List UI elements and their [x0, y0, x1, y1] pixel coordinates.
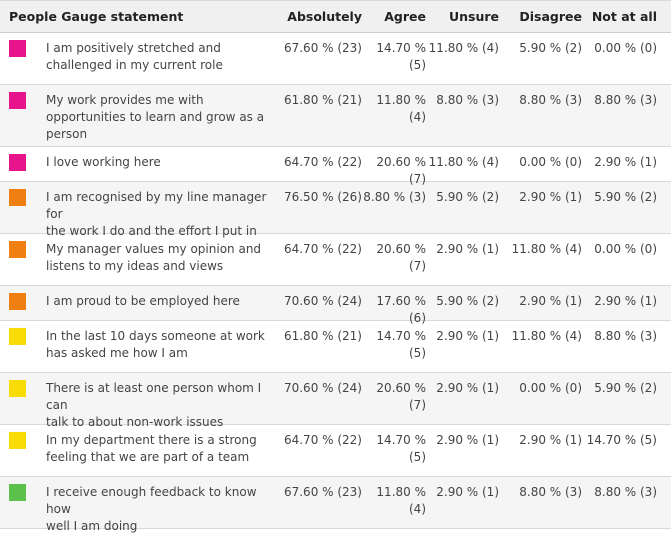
statement-line: I love working here	[46, 155, 161, 169]
table-row	[0, 182, 671, 238]
value-disagree: 2.90 % (1)	[519, 433, 582, 447]
statement-text	[26, 189, 278, 240]
statement-line: opportunities to learn and grow as a	[46, 110, 265, 124]
statement-cell	[0, 380, 278, 429]
statement-text	[26, 40, 223, 74]
value-absolutely: 70.60 % (24)	[283, 294, 362, 308]
table-row	[0, 286, 671, 325]
value-not-at-all: 2.90 % (1)	[594, 294, 657, 308]
table-row	[0, 321, 671, 373]
category-color-swatch	[9, 40, 26, 57]
category-color-swatch	[9, 241, 26, 258]
statement-cell	[0, 484, 278, 533]
value-disagree: 8.80 % (3)	[519, 485, 582, 499]
value-agree: 8.80 % (3)	[363, 190, 426, 204]
value-disagree: 0.00 % (0)	[519, 381, 582, 395]
statement-line: I am recognised by my line manager for	[46, 190, 267, 221]
category-color-swatch	[9, 328, 26, 345]
value-absolutely: 61.80 % (21)	[283, 329, 362, 343]
statement-line: challenged in my current role	[46, 58, 223, 72]
value-agree: 20.60 % (7)	[376, 155, 426, 186]
statement-line: talk to about non-work issues	[46, 415, 224, 429]
statement-line: I am positively stretched and	[46, 41, 221, 55]
value-absolutely: 64.70 % (22)	[283, 155, 362, 169]
statement-line: There is at least one person whom I can	[46, 381, 262, 412]
table-body	[0, 33, 671, 533]
statement-cell	[0, 432, 278, 476]
statement-line: listens to my ideas and views	[46, 259, 224, 273]
value-unsure: 5.90 % (2)	[436, 190, 499, 204]
value-not-at-all: 8.80 % (3)	[594, 485, 657, 499]
value-unsure: 2.90 % (1)	[436, 329, 499, 343]
statement-text	[26, 328, 265, 362]
header-statement[interactable]: People Gauge statement	[9, 9, 184, 24]
value-not-at-all: 8.80 % (3)	[594, 93, 657, 107]
category-color-swatch	[9, 92, 26, 109]
table-row	[0, 234, 671, 286]
value-not-at-all: 8.80 % (3)	[594, 329, 657, 343]
statement-line: My work provides me with	[46, 93, 204, 107]
value-disagree: 0.00 % (0)	[519, 155, 582, 169]
header-not-at-all[interactable]: Not at all	[591, 9, 657, 24]
statement-cell	[0, 293, 278, 320]
value-disagree: 11.80 % (4)	[511, 242, 582, 256]
value-not-at-all: 5.90 % (2)	[594, 381, 657, 395]
header-absolutely[interactable]: Absolutely	[287, 9, 362, 24]
table-row	[0, 425, 671, 477]
statement-text	[26, 154, 161, 171]
value-unsure: 2.90 % (1)	[436, 242, 499, 256]
statement-text	[26, 92, 264, 143]
statement-line: I receive enough feedback to know how	[46, 485, 257, 516]
value-not-at-all: 0.00 % (0)	[594, 41, 657, 55]
value-unsure: 11.80 % (4)	[428, 155, 499, 169]
statement-text	[26, 380, 278, 431]
category-color-swatch	[9, 293, 26, 310]
table-row	[0, 477, 671, 533]
value-absolutely: 67.60 % (23)	[283, 41, 362, 55]
table-row	[0, 85, 671, 147]
value-unsure: 8.80 % (3)	[436, 93, 499, 107]
statement-line: has asked me how I am	[46, 346, 188, 360]
category-color-swatch	[9, 432, 26, 449]
value-agree: 14.70 % (5)	[376, 41, 426, 72]
statement-line: the work I do and the effort I put in	[46, 224, 257, 238]
value-disagree: 8.80 % (3)	[519, 93, 582, 107]
statement-cell	[0, 92, 278, 146]
statement-cell	[0, 154, 278, 181]
value-agree: 14.70 % (5)	[376, 329, 426, 360]
value-unsure: 2.90 % (1)	[436, 381, 499, 395]
table-row	[0, 33, 671, 85]
value-disagree: 5.90 % (2)	[519, 41, 582, 55]
header-disagree[interactable]: Disagree	[519, 9, 582, 24]
value-absolutely: 70.60 % (24)	[283, 381, 362, 395]
table-header	[0, 0, 671, 33]
value-absolutely: 67.60 % (23)	[283, 485, 362, 499]
value-absolutely: 64.70 % (22)	[283, 242, 362, 256]
statement-text	[26, 484, 278, 535]
value-absolutely: 64.70 % (22)	[283, 433, 362, 447]
value-agree: 20.60 % (7)	[376, 381, 426, 412]
value-unsure: 5.90 % (2)	[436, 294, 499, 308]
statement-line: In my department there is a strong	[46, 433, 257, 447]
statement-text	[26, 432, 257, 466]
value-absolutely: 61.80 % (21)	[283, 93, 362, 107]
header-unsure[interactable]: Unsure	[448, 9, 499, 24]
statement-cell	[0, 241, 278, 285]
statement-line: well I am doing	[46, 519, 138, 533]
category-color-swatch	[9, 484, 26, 501]
statement-line: I am proud to be employed here	[46, 294, 240, 308]
value-unsure: 2.90 % (1)	[436, 433, 499, 447]
value-not-at-all: 2.90 % (1)	[594, 155, 657, 169]
statement-text	[26, 293, 240, 310]
value-agree: 20.60 % (7)	[376, 242, 426, 273]
table-row	[0, 147, 671, 186]
statement-cell	[0, 189, 278, 238]
value-disagree: 2.90 % (1)	[519, 294, 582, 308]
value-unsure: 2.90 % (1)	[436, 485, 499, 499]
value-agree: 17.60 % (6)	[376, 294, 426, 325]
statement-line: My manager values my opinion and	[46, 242, 262, 256]
value-disagree: 2.90 % (1)	[519, 190, 582, 204]
value-absolutely: 76.50 % (26)	[283, 190, 362, 204]
value-agree: 14.70 % (5)	[376, 433, 426, 464]
category-color-swatch	[9, 154, 26, 171]
value-not-at-all: 14.70 % (5)	[586, 433, 657, 447]
value-disagree: 11.80 % (4)	[511, 329, 582, 343]
category-color-swatch	[9, 189, 26, 206]
statement-text	[26, 241, 261, 275]
statement-line: person	[46, 127, 88, 141]
value-unsure: 11.80 % (4)	[428, 41, 499, 55]
table-row	[0, 373, 671, 429]
value-agree: 11.80 % (4)	[376, 93, 426, 124]
statement-line: In the last 10 days someone at work	[46, 329, 265, 343]
value-not-at-all: 0.00 % (0)	[594, 242, 657, 256]
value-not-at-all: 5.90 % (2)	[594, 190, 657, 204]
statement-line: feeling that we are part of a team	[46, 450, 250, 464]
statement-cell	[0, 40, 278, 84]
value-agree: 11.80 % (4)	[376, 485, 426, 516]
category-color-swatch	[9, 380, 26, 397]
header-agree[interactable]: Agree	[384, 9, 426, 24]
statement-cell	[0, 328, 278, 372]
